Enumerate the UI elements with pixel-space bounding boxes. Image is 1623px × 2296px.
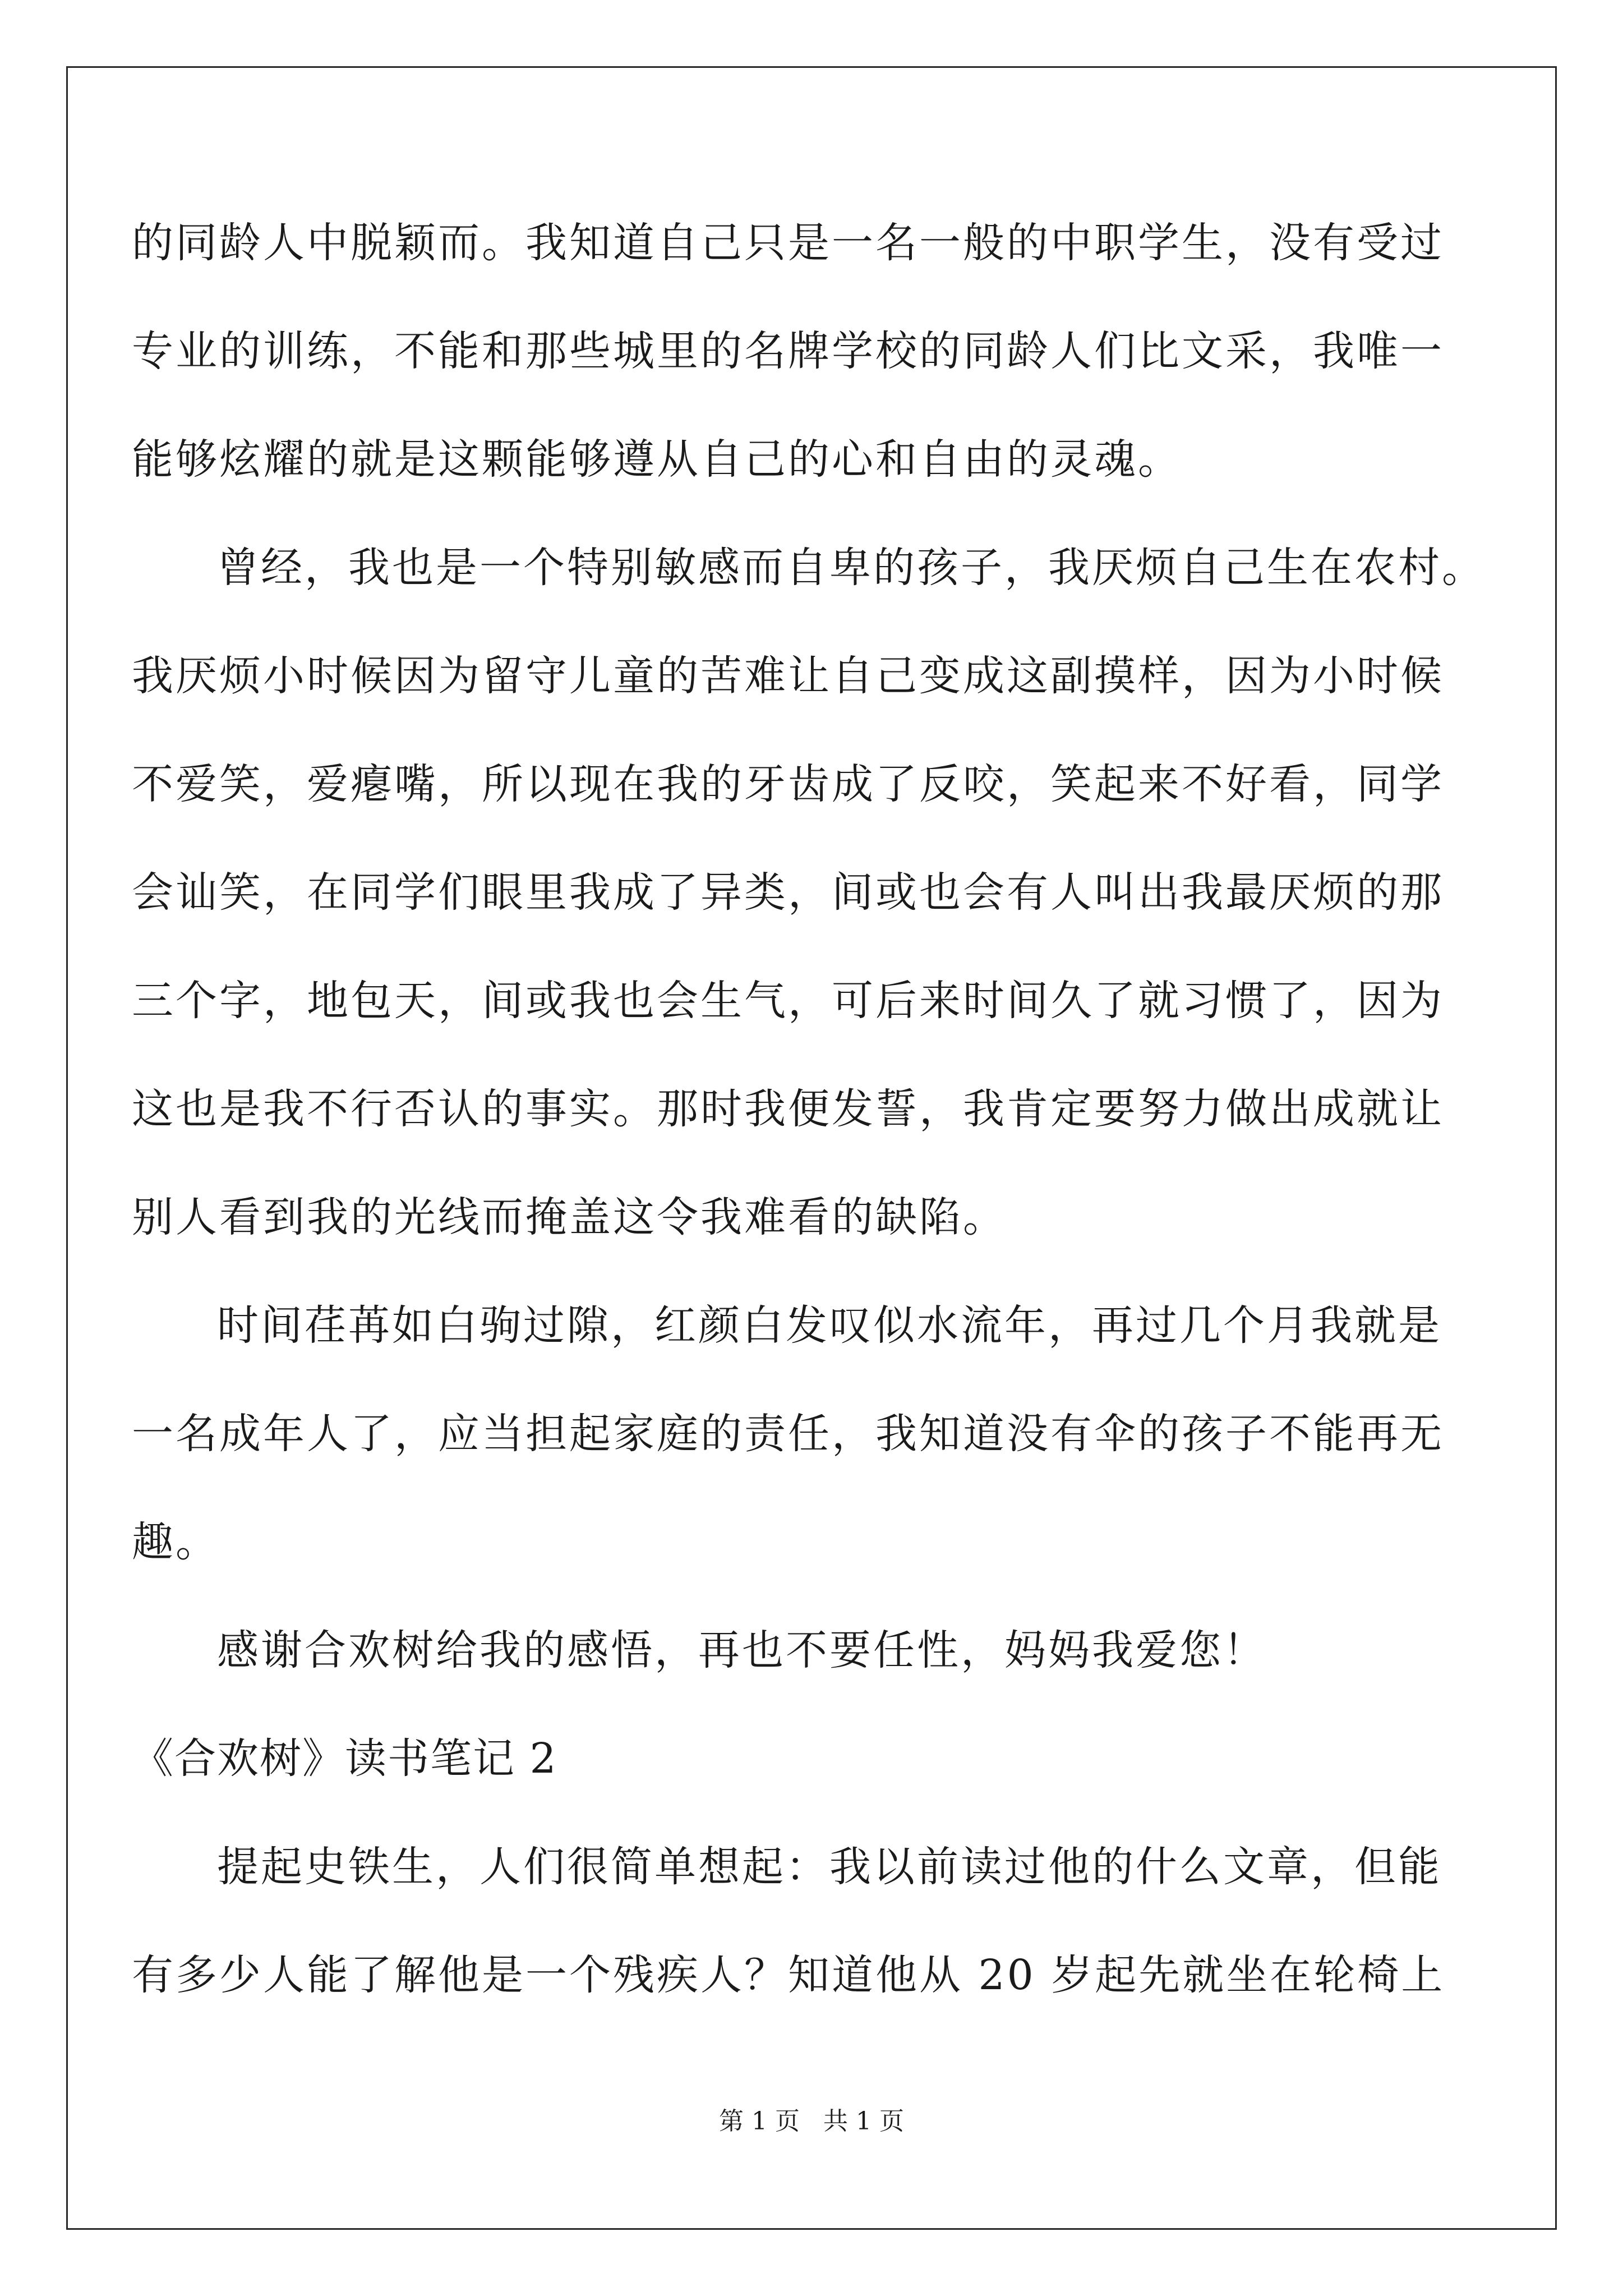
text-line: 我厌烦小时候因为留守儿童的苦难让自己变成这副摸样，因为小时候: [132, 652, 1444, 700]
paragraph-start-line: 时间荏苒如白驹过隙，红颜白发叹似水流年，再过几个月我就是: [217, 1301, 1442, 1350]
text-line: 别人看到我的光线而掩盖这令我难看的缺陷。: [132, 1193, 1007, 1241]
paragraph-start-line: 曾经，我也是一个特别敏感而自卑的孩子，我厌烦自己生在农村。: [217, 544, 1486, 592]
paragraph-start-line: 提起史铁生，人们很简单想起：我以前读过他的什么文章，但能: [217, 1843, 1442, 1891]
text-line: 不爱笑，爱瘪嘴，所以现在我的牙齿成了反咬，笑起来不好看，同学: [132, 760, 1444, 808]
text-line: 会讪笑，在同学们眼里我成了异类，间或也会有人叫出我最厌烦的那: [132, 868, 1444, 917]
text-line: 这也是我不行否认的事实。那时我便发誓，我肯定要努力做出成就让: [132, 1085, 1444, 1133]
paragraph-start-line: 感谢合欢树给我的感悟，再也不要任性，妈妈我爱您！: [217, 1626, 1267, 1674]
text-line: 能够炫耀的就是这颗能够遵从自己的心和自由的灵魂。: [132, 435, 1182, 484]
document-body: [132, 216, 1486, 2056]
text-line: 有多少人能了解他是一个残疾人？知道他从 20 岁起先就坐在轮椅上: [132, 1951, 1445, 1999]
text-line: 专业的训练，不能和那些城里的名牌学校的同龄人们比文采，我唯一: [132, 327, 1444, 375]
page-number-footer: 第 1 页 共 1 页: [719, 2107, 904, 2136]
text-line: 三个字，地包天，间或我也会生气，可后来时间久了就习惯了，因为: [132, 977, 1444, 1025]
text-line: 一名成年人了，应当担起家庭的责任，我知道没有伞的孩子不能再无: [132, 1410, 1444, 1458]
section-heading: 《合欢树》读书笔记 2: [132, 1734, 557, 1783]
text-line: 的同龄人中脱颖而。我知道自己只是一名一般的中职学生，没有受过: [132, 219, 1444, 267]
text-line: 趣。: [132, 1518, 219, 1566]
